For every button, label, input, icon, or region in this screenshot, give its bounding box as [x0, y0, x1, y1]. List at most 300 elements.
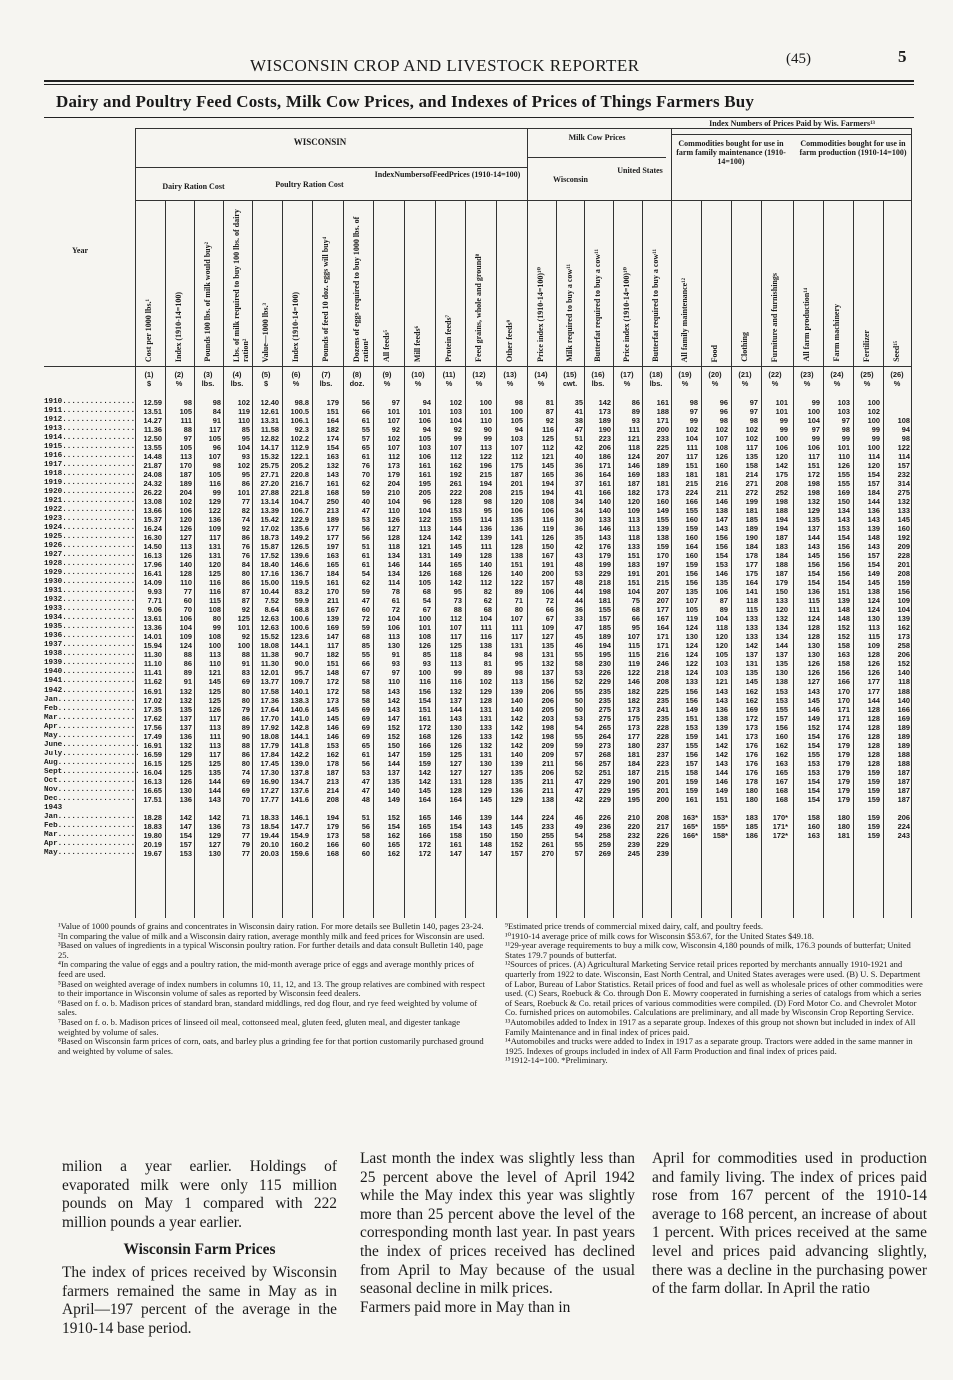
table-cell: 206: [541, 686, 554, 696]
table-cell: 99: [811, 434, 820, 444]
table-cell: 113: [209, 740, 221, 750]
table-cell: 133: [897, 506, 910, 516]
table-cell: 154: [837, 533, 850, 543]
table-cell: 228: [897, 551, 910, 561]
table-cell: 271: [745, 479, 758, 489]
table-cell: 119.5: [290, 578, 309, 588]
table-cell: 81: [483, 659, 492, 669]
table-cell: 130: [685, 632, 698, 642]
table-cell: 87: [241, 587, 250, 597]
table-cell: 85: [241, 425, 250, 435]
table-cell: 275: [598, 704, 611, 714]
table-cell: 111: [480, 623, 492, 633]
table-cell: 129: [479, 785, 492, 795]
table-cell: 19.44: [260, 830, 279, 840]
table-cell: 98: [719, 416, 728, 426]
column-number: (24): [830, 370, 844, 379]
table-cell: 25.75: [260, 461, 279, 471]
table-cell: 100: [867, 443, 880, 453]
table-cell: 261: [541, 839, 554, 849]
table-cell: 120: [208, 560, 221, 570]
table-cell: [824, 804, 850, 813]
table-cell: 139: [715, 722, 728, 732]
table-cell: 47: [574, 785, 583, 795]
table-cell: 226: [598, 812, 611, 822]
table-cell: 167: [326, 605, 339, 615]
table-cell: 156: [837, 569, 850, 579]
table-cell: 120: [627, 497, 640, 507]
table-cell: 33: [574, 614, 583, 624]
table-cell: 222: [449, 488, 462, 498]
table-cell: 139: [837, 596, 850, 606]
table-cell: 17.56: [143, 722, 162, 732]
table-cell: 164: [685, 542, 698, 552]
table-cell: 106: [807, 443, 820, 453]
table-cell: 135: [541, 641, 554, 651]
table-cell: 116: [450, 677, 462, 687]
column-unit: cwt.: [562, 379, 578, 388]
table-cell: 152: [897, 659, 910, 669]
table-cell: 154: [807, 578, 820, 588]
column-header: Pounds of feed 10 doz. eggs will buy⁴: [321, 237, 330, 362]
table-cell: 7.71: [147, 596, 162, 606]
table-cell: 157: [541, 578, 554, 588]
table-cell: [854, 840, 880, 849]
table-cell: 142: [418, 767, 431, 777]
table-cell: 135: [715, 578, 728, 588]
table-cell: 157: [685, 758, 698, 768]
table-cell: 95: [241, 434, 250, 444]
table-cell: 137: [387, 767, 400, 777]
table-cell: 146: [807, 704, 820, 714]
table-cell: 154: [867, 560, 880, 570]
table-cell: 156: [837, 542, 850, 552]
table-cell: 176: [745, 740, 758, 750]
table-cell: 147: [449, 848, 462, 858]
table-cell: 86: [241, 749, 250, 759]
table-cell: [762, 804, 788, 813]
table-cell: 126: [387, 515, 400, 525]
table-cell: 154: [807, 776, 820, 786]
table-cell: 210: [387, 488, 400, 498]
table-cell: 19.67: [143, 848, 162, 858]
column-unit: %: [681, 379, 689, 388]
footnote: ¹⁴Automobiles and trucks were added to Index in 1917 as a separate group. Tractors were added in the same manner in 1925. Indexes of groups included in index of All Farm Production and final index of prices paid.: [505, 1036, 913, 1056]
table-cell: 182: [627, 488, 640, 498]
table-cell: 103: [449, 407, 462, 417]
table-cell: 239: [656, 848, 669, 858]
table-cell: 20.03: [260, 848, 279, 858]
table-cell: 154: [418, 695, 431, 705]
table-cell: 136: [179, 794, 192, 804]
table-cell: 230: [598, 659, 611, 669]
column-header: Mill feeds⁶: [413, 326, 422, 362]
table-cell: 105: [418, 578, 431, 588]
table-cell: 141: [510, 533, 523, 543]
table-cell: 112: [450, 452, 462, 462]
table-cell: 136: [807, 587, 820, 597]
table-cell: 120: [510, 497, 523, 507]
table-cell: 161: [418, 713, 431, 723]
table-cell: 103: [837, 407, 850, 417]
table-cell: 154: [715, 551, 728, 561]
table-cell: 140: [510, 695, 523, 705]
table-cell: 167: [775, 776, 788, 786]
column-unit: lbs.: [201, 379, 215, 388]
table-cell: 158*: [712, 830, 728, 840]
table-cell: 196: [479, 461, 492, 471]
table-cell: 161: [326, 578, 339, 588]
table-cell: 122.1: [290, 452, 309, 462]
table-cell: 16.30: [143, 533, 162, 543]
table-cell: 80: [241, 569, 250, 579]
table-cell: 216: [656, 650, 669, 660]
table-cell: 114: [868, 452, 880, 462]
table-cell: 237: [656, 740, 669, 750]
table-cell: 106.7: [290, 506, 309, 516]
year-cell: 1924................: [44, 524, 136, 533]
table-cell: 109: [541, 623, 554, 633]
table-cell: 162: [897, 623, 910, 633]
table-cell: 74: [241, 767, 250, 777]
table-cell: [585, 804, 611, 813]
table-cell: 142: [715, 740, 728, 750]
table-cell: 117: [209, 533, 221, 543]
table-cell: 142: [775, 461, 788, 471]
table-cell: 132: [807, 497, 820, 507]
table-cell: 206: [541, 767, 554, 777]
table-cell: 100: [775, 434, 788, 444]
table-cell: 169: [326, 623, 339, 633]
table-cell: 138: [867, 587, 880, 597]
table-cell: 124: [685, 668, 698, 678]
table-cell: 61: [361, 749, 370, 759]
column-unit: %: [741, 379, 749, 388]
year-cell: 1933................: [44, 605, 136, 614]
table-cell: 144: [775, 641, 788, 651]
table-cell: 17.49: [143, 731, 162, 741]
footnote: ⁶Based on f. o. b. Madison prices of standard bran, standard middlings, red dog flour, and rye feed weighted by volume of sales.: [58, 997, 478, 1018]
table-cell: [884, 804, 910, 813]
table-cell: 98: [183, 398, 192, 407]
table-cell: 100: [867, 416, 880, 426]
year-label: Year: [72, 246, 88, 255]
table-cell: 57: [574, 848, 583, 858]
table-cell: 106: [715, 587, 728, 597]
table-cell: 125: [179, 767, 192, 777]
table-cell: 107: [387, 416, 400, 426]
table-cell: 115: [209, 596, 221, 606]
table-cell: 17.45: [260, 758, 279, 768]
table-cell: 102: [685, 425, 698, 435]
table-cell: 160: [715, 461, 728, 471]
table-cell: 140: [179, 560, 192, 570]
year-cell: Apr.................: [44, 839, 136, 848]
footnote: ⁸Based on Wisconsin farm prices of corn, oats, and barley plus a grinding fee for that portion customarily purchased ground and weighted by volume of sales.: [58, 1036, 484, 1056]
table-cell: [854, 849, 880, 858]
table-cell: 37: [574, 479, 583, 489]
table-cell: 177: [656, 605, 669, 615]
table-cell: 108: [418, 632, 431, 642]
table-cell: 112.9: [290, 443, 309, 453]
table-cell: 215: [656, 578, 669, 588]
table-cell: 101: [418, 623, 431, 633]
table-cell: 188: [775, 506, 788, 516]
year-cell: 1910................: [44, 398, 136, 406]
table-cell: [762, 849, 788, 858]
table-cell: 97: [811, 425, 820, 435]
table-cell: 149: [867, 569, 880, 579]
table-cell: 153: [326, 740, 339, 750]
table-cell: 314: [897, 479, 910, 489]
table-cell: 139.0: [290, 758, 309, 768]
table-cell: 189: [897, 740, 910, 750]
table-cell: 126: [449, 740, 462, 750]
table-cell: 161: [449, 839, 462, 849]
table-cell: 142: [510, 713, 523, 723]
table-cell: 17.51: [143, 794, 162, 804]
table-cell: 116: [480, 632, 492, 642]
table-cell: 233: [656, 434, 669, 444]
table-cell: 97: [749, 407, 758, 417]
footnote: ¹Value of 1000 pounds of grains and concentrates in Wisconsin dairy ration. For more details see Bulletin 140, pages 23-24.: [58, 921, 484, 931]
table-cell: 151: [418, 704, 431, 714]
table-cell: 68.8: [294, 605, 309, 615]
table-cell: 162: [775, 740, 788, 750]
table-cell: 195: [598, 650, 611, 660]
table-cell: 181: [715, 470, 728, 480]
table-cell: 205: [541, 704, 554, 714]
table-cell: 183: [656, 470, 669, 480]
table-cell: 98: [483, 497, 492, 507]
table-cell: 144: [449, 704, 462, 714]
table-cell: 250: [326, 497, 339, 507]
table-cell: 139: [479, 533, 492, 543]
table-cell: 16.91: [143, 740, 162, 750]
column-number: (2): [174, 370, 184, 379]
table-cell: 140: [387, 785, 400, 795]
table-cell: 61: [361, 416, 370, 426]
table-cell: 137: [775, 650, 788, 660]
table-cell: 153: [449, 506, 462, 516]
table-cell: 143: [715, 686, 728, 696]
table-cell: 68: [361, 632, 370, 642]
table-cell: 153*: [712, 812, 728, 822]
table-cell: 129: [179, 749, 192, 759]
article-paragraph: milion a year earlier. Holdings of evaporated milk were only 115 million pounds on May 1 compared with 222 million pounds a year earlier.: [62, 1158, 337, 1231]
year-cell: 1937................: [44, 641, 136, 650]
table-cell: 107: [685, 596, 698, 606]
table-cell: 211: [716, 488, 728, 498]
table-cell: 190: [627, 776, 640, 786]
table-cell: 172*: [772, 830, 788, 840]
table-cell: 181: [656, 479, 669, 489]
table-cell: 188: [897, 758, 910, 768]
table-cell: 173: [326, 695, 339, 705]
table-cell: 138: [656, 533, 669, 543]
table-cell: 42: [574, 443, 583, 453]
table-cell: 141.6: [290, 794, 309, 804]
table-cell: 156: [685, 749, 698, 759]
table-cell: 117: [450, 632, 462, 642]
table-cell: 12.63: [260, 623, 279, 633]
table-cell: 109: [897, 596, 910, 606]
table-cell: 95: [453, 587, 462, 597]
table-cell: 163: [837, 650, 850, 660]
table-cell: 148: [837, 614, 850, 624]
table-cell: 13.61: [143, 614, 162, 624]
table-cell: 204: [387, 479, 400, 489]
table-cell: 133: [775, 596, 788, 606]
table-cell: 140: [479, 560, 492, 570]
table-cell: 147: [715, 515, 728, 525]
table-cell: 204: [179, 488, 192, 498]
table-cell: 13.08: [143, 497, 162, 507]
table-cell: 124: [867, 596, 880, 606]
table-cell: 59: [361, 623, 370, 633]
table-cell: 59: [574, 740, 583, 750]
table-cell: 172: [418, 848, 431, 858]
table-cell: 58: [361, 695, 370, 705]
table-cell: 150: [775, 587, 788, 597]
table-cell: 137.6: [290, 785, 309, 795]
table-cell: 131: [745, 659, 758, 669]
table-cell: 225: [656, 686, 669, 696]
year-cell: 1919................: [44, 479, 136, 488]
table-cell: 167: [656, 614, 669, 624]
table-cell: 59.9: [294, 596, 309, 606]
table-cell: 54: [361, 569, 370, 579]
group-poultry-ration: Poultry Ration Cost: [275, 180, 344, 189]
table-cell: 131: [208, 542, 221, 552]
table-cell: [884, 398, 910, 407]
table-cell: 47: [574, 776, 583, 786]
column-header: Index (1910-14=100): [291, 291, 300, 362]
table-cell: 12.82: [260, 434, 279, 444]
table-cell: 53: [574, 569, 583, 579]
table-cell: 156: [837, 560, 850, 570]
table-cell: 191: [541, 560, 554, 570]
table-cell: 155: [598, 605, 611, 615]
table-cell: 142: [449, 533, 462, 543]
table-cell: 135.6: [290, 524, 309, 534]
group-farm-production: Commodities bought for use in farm production (1910-14=100): [799, 139, 907, 157]
table-cell: 170*: [772, 812, 788, 822]
table-cell: 100: [237, 641, 250, 651]
table-cell: 161: [656, 398, 669, 407]
table-cell: [732, 840, 758, 849]
table-cell: 40: [574, 452, 583, 462]
table-cell: 189: [326, 515, 339, 525]
table-cell: 54: [422, 596, 431, 606]
table-cell: 218: [598, 578, 611, 588]
table-cell: 149: [449, 551, 462, 561]
table-cell: 117: [686, 452, 698, 462]
table-cell: 100: [418, 668, 431, 678]
table-cell: 88: [183, 425, 192, 435]
year-cell: May.................: [44, 848, 136, 857]
table-cell: 103: [715, 668, 728, 678]
table-cell: 218: [656, 668, 669, 678]
table-cell: 111: [686, 443, 698, 453]
table-cell: 72: [545, 596, 554, 606]
table-cell: 151: [510, 560, 523, 570]
table-cell: 16.24: [143, 524, 162, 534]
table-cell: 12.50: [143, 434, 162, 444]
table-cell: 121: [418, 542, 431, 552]
group-milk-cow-prices: Milk Cow Prices: [568, 133, 626, 142]
table-cell: 190: [598, 425, 611, 435]
table-cell: 125: [179, 758, 192, 768]
table-cell: 206: [541, 695, 554, 705]
table-cell: 126: [867, 659, 880, 669]
table-cell: 172: [807, 470, 820, 480]
table-cell: 67: [422, 605, 431, 615]
table-cell: 156: [775, 722, 788, 732]
table-cell: 169: [897, 713, 910, 723]
table-cell: 13.39: [260, 506, 279, 516]
table-cell: 157: [775, 713, 788, 723]
table-cell: 125: [449, 749, 462, 759]
table-cell: 127: [449, 767, 462, 777]
table-cell: 246: [656, 659, 669, 669]
table-cell: 194: [775, 515, 788, 525]
table-cell: 55: [574, 731, 583, 741]
column-number: (3): [203, 370, 213, 379]
column-header: Dozens of eggs required to buy 1000 lbs. of ration⁴: [352, 216, 370, 362]
table-cell: 126.5: [290, 542, 309, 552]
table-cell: 110: [238, 416, 250, 426]
table-cell: 76: [361, 461, 370, 471]
table-cell: 220.8: [290, 470, 309, 480]
table-cell: 187: [897, 785, 910, 795]
table-cell: 168: [775, 794, 788, 804]
table-cell: [702, 840, 728, 849]
table-cell: 73: [241, 821, 250, 831]
table-cell: 239: [627, 839, 640, 849]
year-cell: May.................: [44, 731, 136, 740]
table-cell: 100: [807, 407, 820, 417]
table-cell: 144: [867, 695, 880, 705]
table-cell: 142.2: [290, 749, 309, 759]
table-cell: 171: [656, 416, 669, 426]
table-cell: 51: [361, 812, 370, 822]
table-cell: 80: [212, 614, 221, 624]
table-cell: 179: [837, 767, 850, 777]
table-cell: 154: [326, 443, 339, 453]
table-cell: 127: [387, 524, 400, 534]
table-cell: 151: [715, 794, 728, 804]
table-cell: 79: [241, 839, 250, 849]
table-cell: 106: [418, 452, 431, 462]
table-cell: 137: [541, 668, 554, 678]
table-cell: 12.01: [260, 668, 279, 678]
table-cell: 141: [715, 731, 728, 741]
table-cell: 12.63: [260, 614, 279, 624]
table-cell: 137: [179, 722, 192, 732]
table-cell: 144: [510, 812, 523, 822]
table-cell: 258: [598, 830, 611, 840]
table-cell: 113: [511, 677, 523, 687]
table-cell: 143: [387, 686, 400, 696]
table-cell: 16.13: [143, 776, 162, 786]
table-cell: 17.64: [260, 704, 279, 714]
table-cell: 165: [541, 470, 554, 480]
table-cell: 98: [514, 650, 523, 660]
table-cell: 154: [807, 731, 820, 741]
column-header: Furniture and furnishings: [770, 272, 779, 362]
table-cell: 145: [745, 677, 758, 687]
